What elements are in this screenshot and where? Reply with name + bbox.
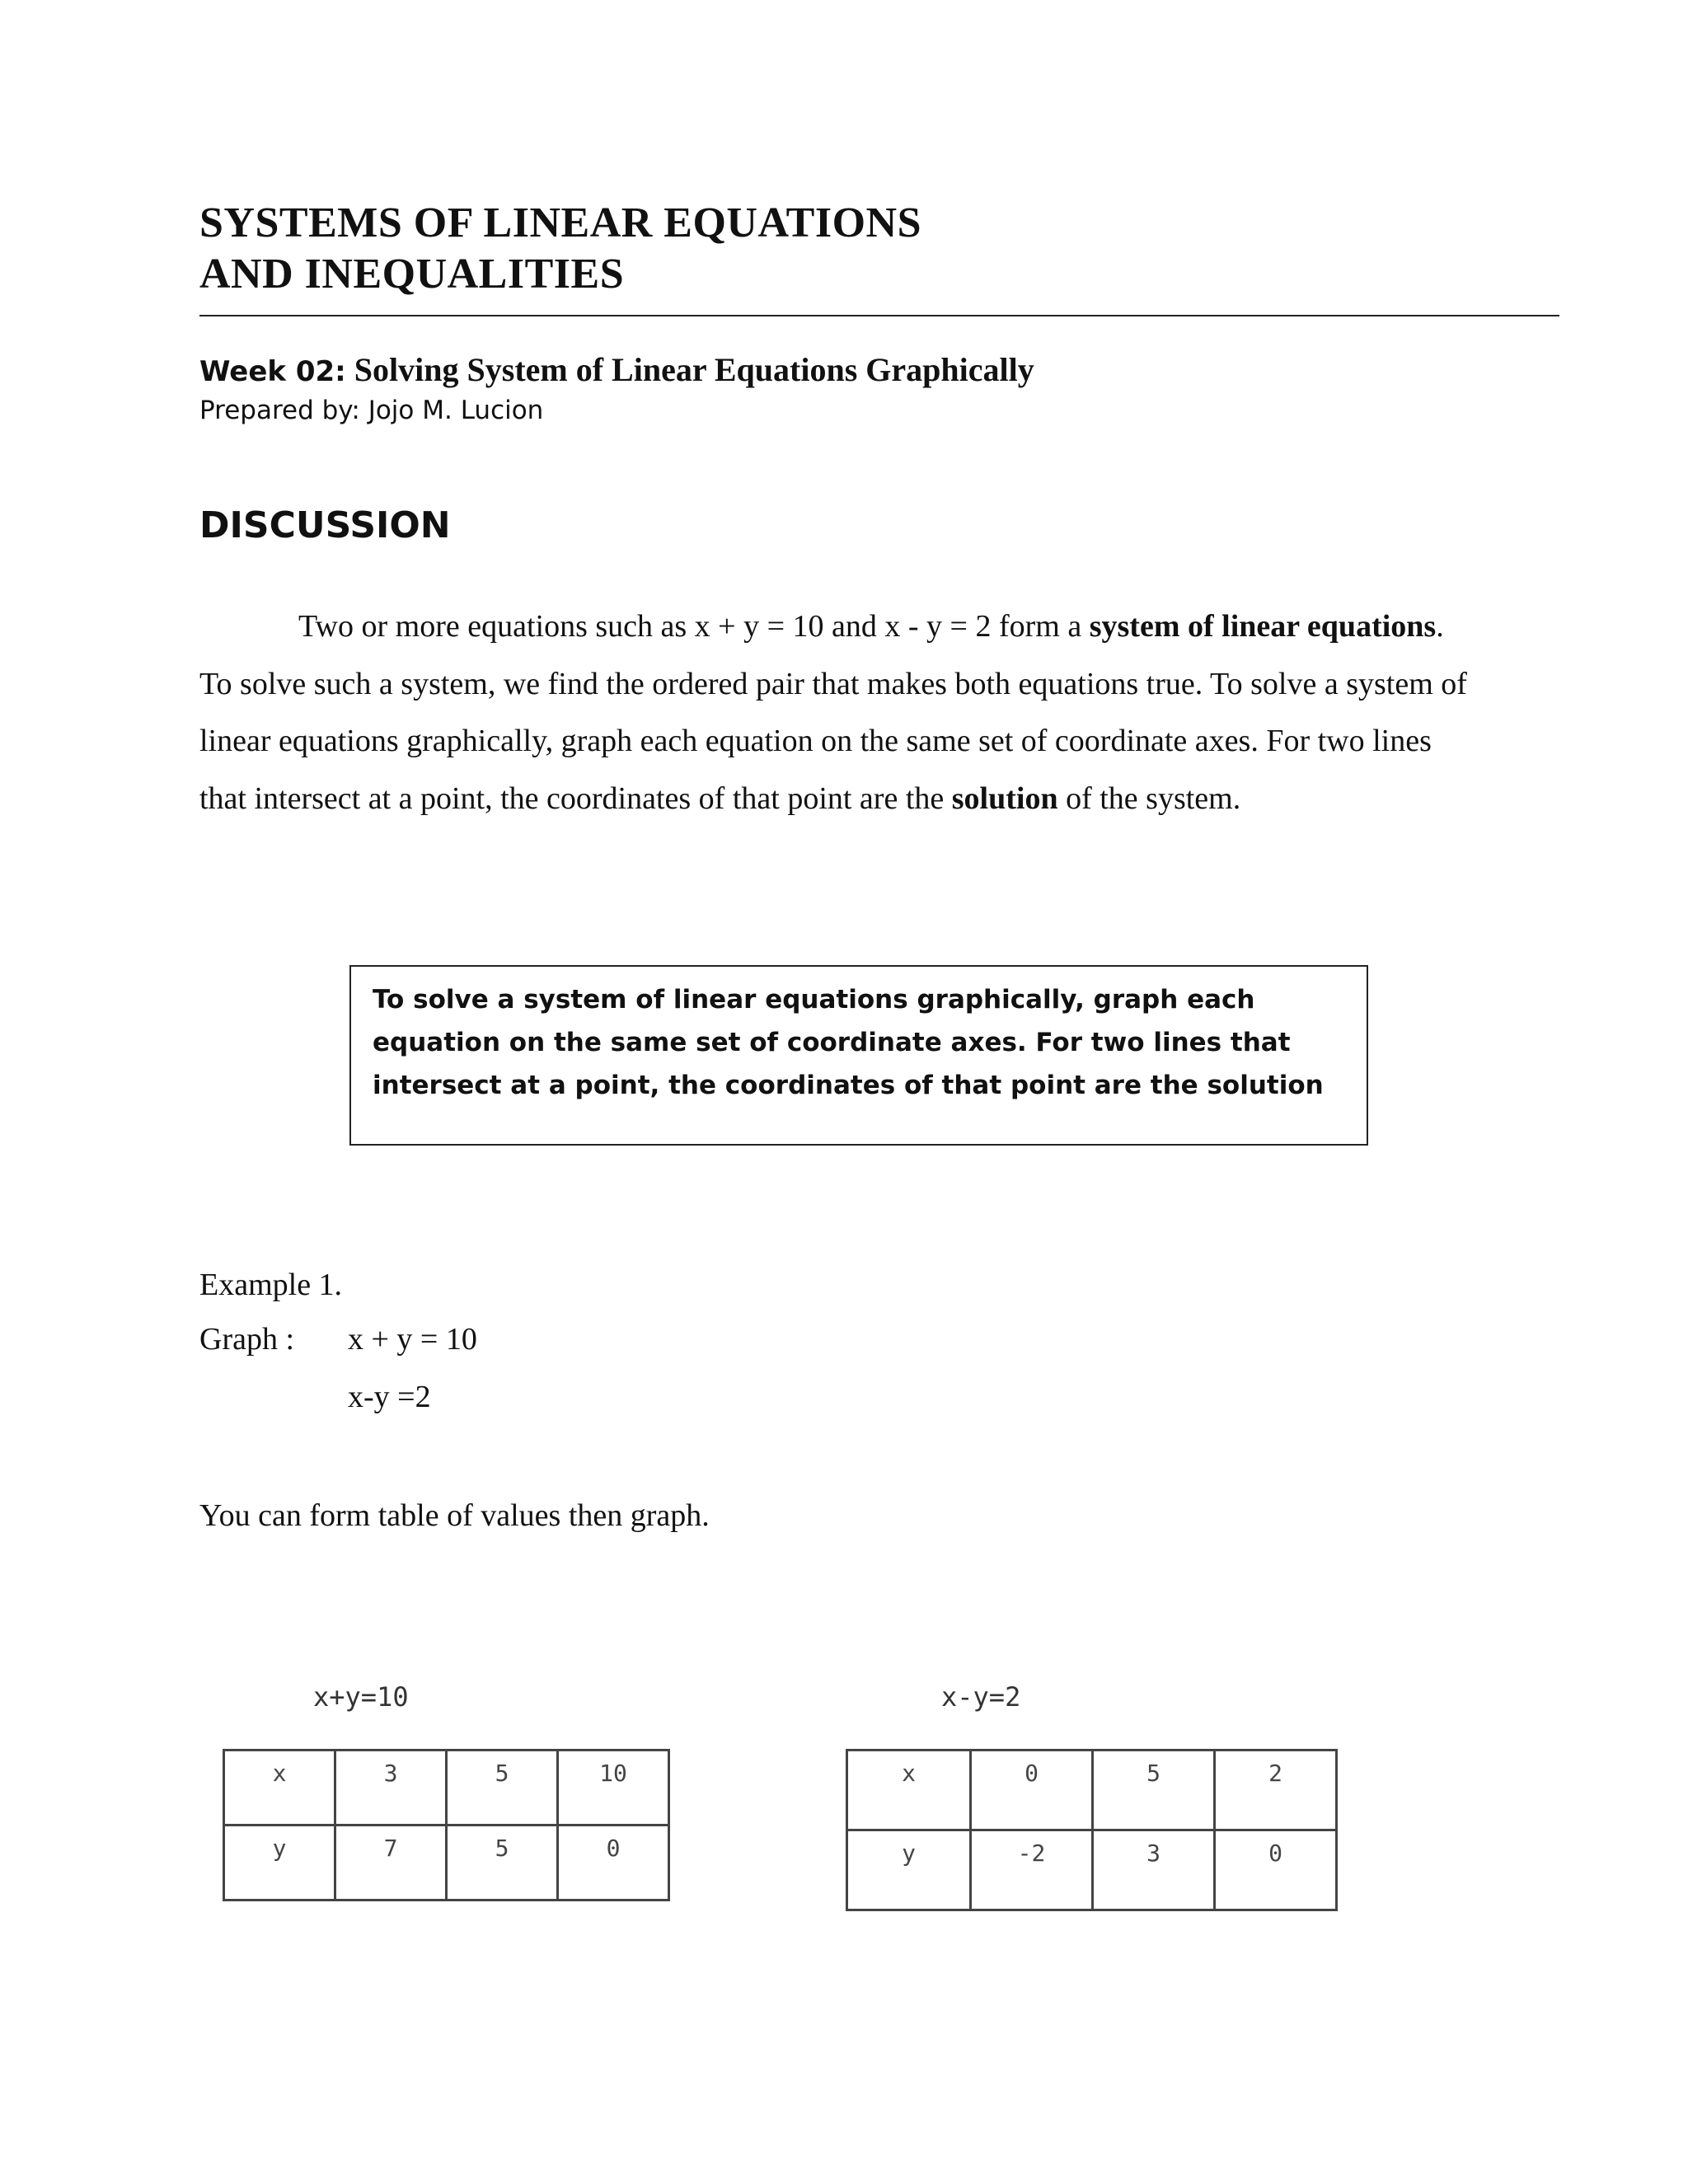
example-instruction: You can form table of values then graph. [199, 1498, 710, 1533]
example-title: Example 1. [199, 1268, 343, 1302]
table-row [847, 1830, 1337, 1910]
callout-text: To solve a system of linear equations graphically, graph each equation on the same set of coordinate axes. For two lines that intersect at a point, the coordinates of that point are the solution [373, 985, 1324, 1100]
equation-2: x-y =2 [348, 1380, 431, 1414]
title-line-2: AND INEQUALITIES [199, 251, 625, 298]
table-cell: x [224, 1750, 335, 1825]
paragraph-text-3: of the system. [1057, 780, 1241, 816]
document-title [199, 198, 921, 300]
week-label: Week 02: [199, 355, 346, 388]
callout-box [349, 965, 1368, 1146]
paragraph-text-1: Two or more equations such as x + y = 10 and x - y = 2 form a [298, 609, 1090, 644]
graph-label: Graph : [199, 1322, 295, 1357]
paragraph-text-2: . To solve such a system, we find the ordered pair that makes both equations true. To solve a system of linear equations graphically, graph each equation on the same set of coordinate axes. For two lines that intersect at a point, the coordinates of that point are the [199, 609, 1467, 816]
title-divider [199, 315, 1559, 316]
equation-1: x + y = 10 [348, 1322, 477, 1357]
table-cell: 10 [558, 1750, 669, 1825]
table-cell: 5 [447, 1750, 558, 1825]
table-cell: 5 [447, 1825, 558, 1900]
paragraph-bold-solution: solution [951, 780, 1058, 816]
table-cell: y [847, 1830, 971, 1910]
week-title: Solving System of Linear Equations Graphically [354, 351, 1034, 388]
table-cell: y [224, 1825, 335, 1900]
table-1-caption: x+y=10 [313, 1681, 409, 1713]
table-cell: 5 [1093, 1750, 1215, 1830]
table-cell: 7 [335, 1825, 447, 1900]
table-cell: 3 [335, 1750, 447, 1825]
table-cell: 0 [1215, 1830, 1337, 1910]
table-row [847, 1750, 1337, 1830]
table-row [224, 1825, 669, 1900]
table-cell: 3 [1093, 1830, 1215, 1910]
table-2-caption: x-y=2 [941, 1681, 1021, 1713]
table-cell: -2 [971, 1830, 1093, 1910]
section-heading: DISCUSSION [199, 504, 451, 546]
paragraph-bold-term: system of linear equations [1089, 609, 1437, 644]
table-cell: 2 [1215, 1750, 1337, 1830]
prepared-by: Prepared by: Jojo M. Lucion [199, 396, 544, 425]
table-of-values-1 [223, 1749, 670, 1901]
table-of-values-2 [846, 1749, 1338, 1911]
title-line-1: SYSTEMS OF LINEAR EQUATIONS [199, 199, 922, 246]
discussion-paragraph [199, 598, 1469, 827]
week-heading [199, 350, 1034, 389]
table-cell: x [847, 1750, 971, 1830]
table-cell: 0 [558, 1825, 669, 1900]
table-cell: 0 [971, 1750, 1093, 1830]
table-row [224, 1750, 669, 1825]
